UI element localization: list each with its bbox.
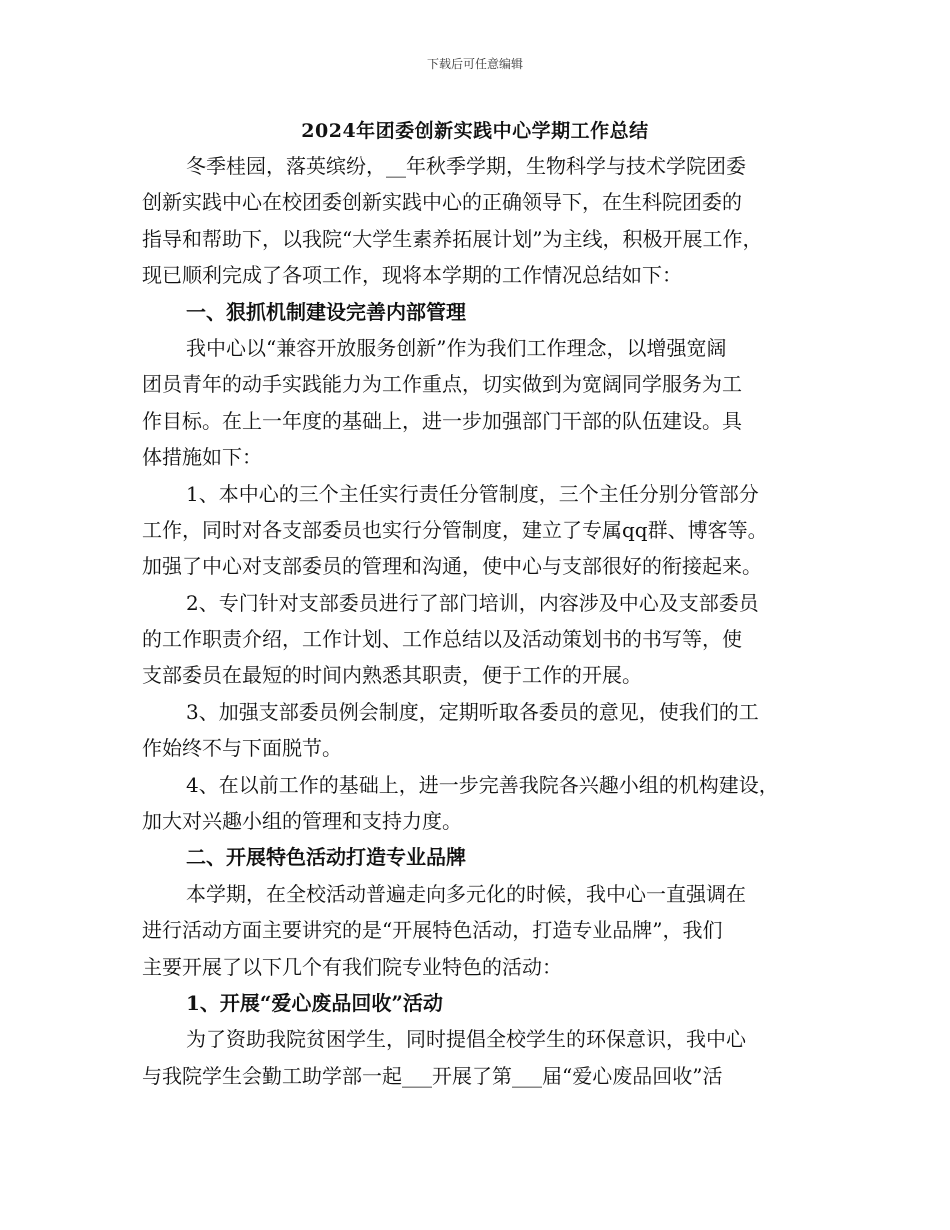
paragraph-line: 我中心以“兼容开放服务创新”作为我们工作理念，以增强宽阔 — [186, 335, 727, 360]
paragraph-line: 主要开展了以下几个有我们院专业特色的活动： — [142, 954, 562, 979]
paragraph-line: 本学期，在全校活动普遍走向多元化的时候，我中心一直强调在 — [186, 881, 746, 906]
paragraph-line: 作目标。在上一年度的基础上，进一步加强部门干部的队伍建设。具 — [142, 408, 742, 433]
paragraph-line: 作始终不与下面脱节。 — [142, 736, 342, 761]
paragraph-line: 与我院学生会勤工助学部一起___开展了第___届“爱心废品回收”活 — [142, 1063, 723, 1088]
paragraph-line: 进行活动方面主要讲究的是“开展特色活动，打造专业品牌”，我们 — [142, 918, 723, 943]
document-body — [142, 148, 818, 1094]
paragraph-line: 支部委员在最短的时间内熟悉其职责，便于工作的开展。 — [142, 663, 642, 688]
paragraph-line: 加强了中心对支部委员的管理和沟通，使中心与支部很好的衔接起来。 — [142, 554, 762, 579]
paragraph-line: 3、加强支部委员例会制度，定期听取各委员的意见，使我们的工 — [186, 699, 759, 724]
paragraph-line: 2、专门针对支部委员进行了部门培训，内容涉及中心及支部委员 — [186, 590, 759, 615]
paragraph-line: 团员青年的动手实践能力为工作重点，切实做到为宽阔同学服务为工 — [142, 372, 742, 397]
paragraph-line: 指导和帮助下，以我院“大学生素养拓展计划”为主线，积极开展工作， — [142, 226, 763, 251]
paragraph-line: 创新实践中心在校团委创新实践中心的正确领导下，在生科院团委的 — [142, 190, 742, 215]
header-note: 下载后可任意编辑 — [426, 57, 523, 71]
paragraph-line: 1、本中心的三个主任实行责任分管制度，三个主任分别分管部分 — [186, 481, 759, 506]
paragraph-line: 现已顺利完成了各项工作，现将本学期的工作情况总结如下： — [142, 263, 682, 288]
section-heading: 一、狠抓机制建设完善内部管理 — [186, 299, 466, 324]
section-heading: 1、开展“爱心废品回收”活动 — [186, 990, 443, 1015]
paragraph-line: 冬季桂园，落英缤纷，__年秋季学期，生物科学与技术学院团委 — [186, 154, 746, 178]
document-title: 2024年团委创新实践中心学期工作总结 — [301, 120, 649, 142]
paragraph-line: 体措施如下： — [142, 445, 262, 470]
paragraph-line: 的工作职责介绍，工作计划、工作总结以及活动策划书的书写等，使 — [142, 627, 742, 652]
paragraph-line: 4、在以前工作的基础上，进一步完善我院各兴趣小组的机构建设， — [186, 772, 779, 797]
paragraph-line: 为了资助我院贫困学生，同时提倡全校学生的环保意识，我中心 — [186, 1027, 746, 1052]
paragraph-line: 加大对兴趣小组的管理和支持力度。 — [142, 809, 462, 834]
paragraph-line: 工作，同时对各支部委员也实行分管制度，建立了专属qq群、博客等。 — [142, 517, 768, 542]
section-heading: 二、开展特色活动打造专业品牌 — [186, 845, 466, 870]
